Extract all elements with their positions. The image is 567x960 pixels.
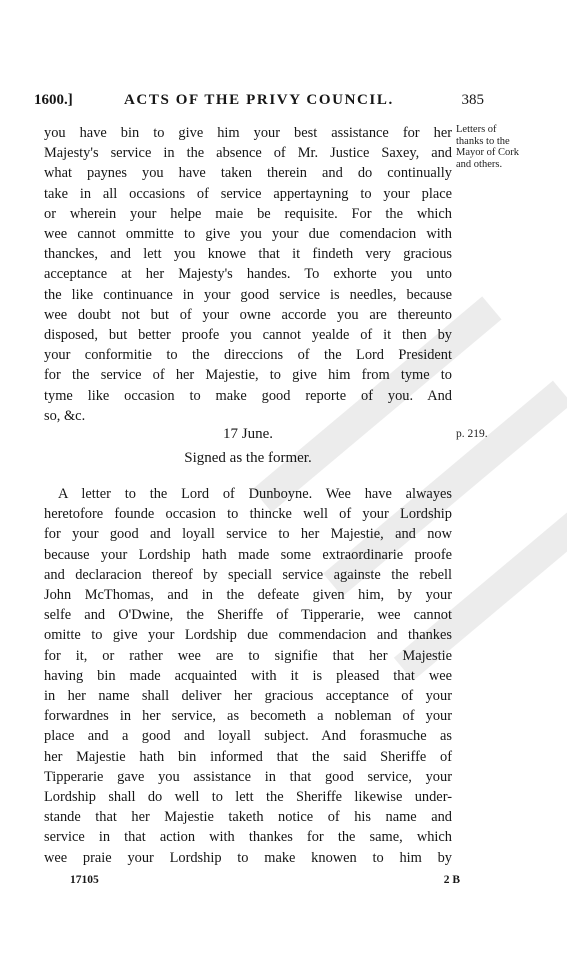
text-line: take in all occasions of service appertayning to your place: [44, 185, 452, 202]
paragraph-2: [44, 484, 452, 868]
text-line: wee cannot ommitte to give you your due comendacion with: [44, 226, 452, 243]
text-line: for the service of her Majestie, to give him from tyme to: [44, 367, 452, 384]
text-line: wee doubt not but of your owne accorde you are thereunto: [44, 306, 452, 323]
text-line: service in that action with thankes for the same, which: [44, 829, 452, 846]
text-line: what paynes you have taken therein and do continually: [44, 165, 452, 182]
text-line: for it, or rather wee are to signifie that her Majestie: [44, 647, 452, 664]
text-line: or wherein your helpe maie be requisite. For the which: [44, 205, 452, 222]
text-line: place and a good and loyall subject. And forasmuche as: [44, 728, 452, 745]
text-line: having bin made acquainted with it is pleased that wee: [44, 667, 452, 684]
page-footer: [70, 874, 460, 892]
text-line: your conformitie to the direccions of the Lord President: [44, 347, 452, 364]
date-heading: 17 June.: [223, 426, 273, 442]
margin-page-ref: p. 219.: [456, 428, 488, 440]
text-line: heretofore founde occasion to thincke well of your Lordship: [44, 506, 452, 523]
text-line: because your Lordship hath made some extraordinarie proofe: [44, 546, 452, 563]
text-line: Lordship shall do well to lett the Sheriffe likewise under-: [44, 789, 452, 806]
signed-line: Signed as the former.: [184, 450, 312, 466]
text-line: Majesty's service in the absence of Mr. Justice Saxey, and: [44, 145, 452, 162]
text-line: stande that her Majestie taketh notice of his name and: [44, 809, 452, 826]
text-line: in her name shall deliver her gracious acceptance of your: [44, 688, 452, 705]
text-line: the like continuance in your good service is needles, because: [44, 286, 452, 303]
text-line: wee praie your Lordship to make knowen to him by: [44, 849, 452, 866]
text-line: tyme like occasion to make good reporte of you. And: [44, 387, 452, 404]
margin-note-letters: [456, 124, 546, 170]
text-line: her Majestie hath bin informed that the said Sheriffe of: [44, 748, 452, 765]
signature-number: 17105: [70, 874, 99, 886]
signature-mark: 2 B: [443, 874, 460, 886]
text-line: and declaracion thereof by speciall service againste the rebell: [44, 566, 452, 583]
text-line: you have bin to give him your best assistance for her: [44, 125, 452, 141]
margin-note-line: and others.: [456, 158, 503, 170]
text-line: thanckes, and lett you knowe that it findeth very gracious: [44, 246, 452, 263]
page-number: 385: [461, 92, 484, 108]
margin-note-line: thanks to the: [456, 135, 510, 147]
running-header: [34, 92, 484, 114]
text-line: forwardnes in her service, as becometh a nobleman of your: [44, 708, 452, 725]
text-line: so, &c.: [44, 407, 86, 424]
text-line: Tipperarie gave you assistance in that good service, your: [44, 768, 452, 785]
text-line: acceptance at her Majesty's handes. To exhorte you unto: [44, 266, 452, 283]
margin-note-line: Letters of: [456, 124, 497, 135]
paragraph-1: [44, 123, 452, 426]
text-line: for your good and loyall service to her Majestie, and now: [44, 526, 452, 543]
text-line: John McThomas, and in the defeate given him, by your: [44, 587, 452, 604]
header-title: ACTS OF THE PRIVY COUNCIL.: [124, 92, 394, 108]
margin-note-line: Mayor of Cork: [456, 147, 519, 158]
text-line: omitte to give your Lordship due commendacion and thankes: [44, 627, 452, 644]
text-line: disposed, but better proofe you cannot yealde of it then by: [44, 327, 452, 344]
text-line: selfe and O'Dwine, the Sheriffe of Tipperarie, wee cannot: [44, 607, 452, 624]
header-year: 1600.]: [34, 92, 73, 108]
text-line: A letter to the Lord of Dunboyne. Wee have alwayes: [58, 486, 452, 502]
